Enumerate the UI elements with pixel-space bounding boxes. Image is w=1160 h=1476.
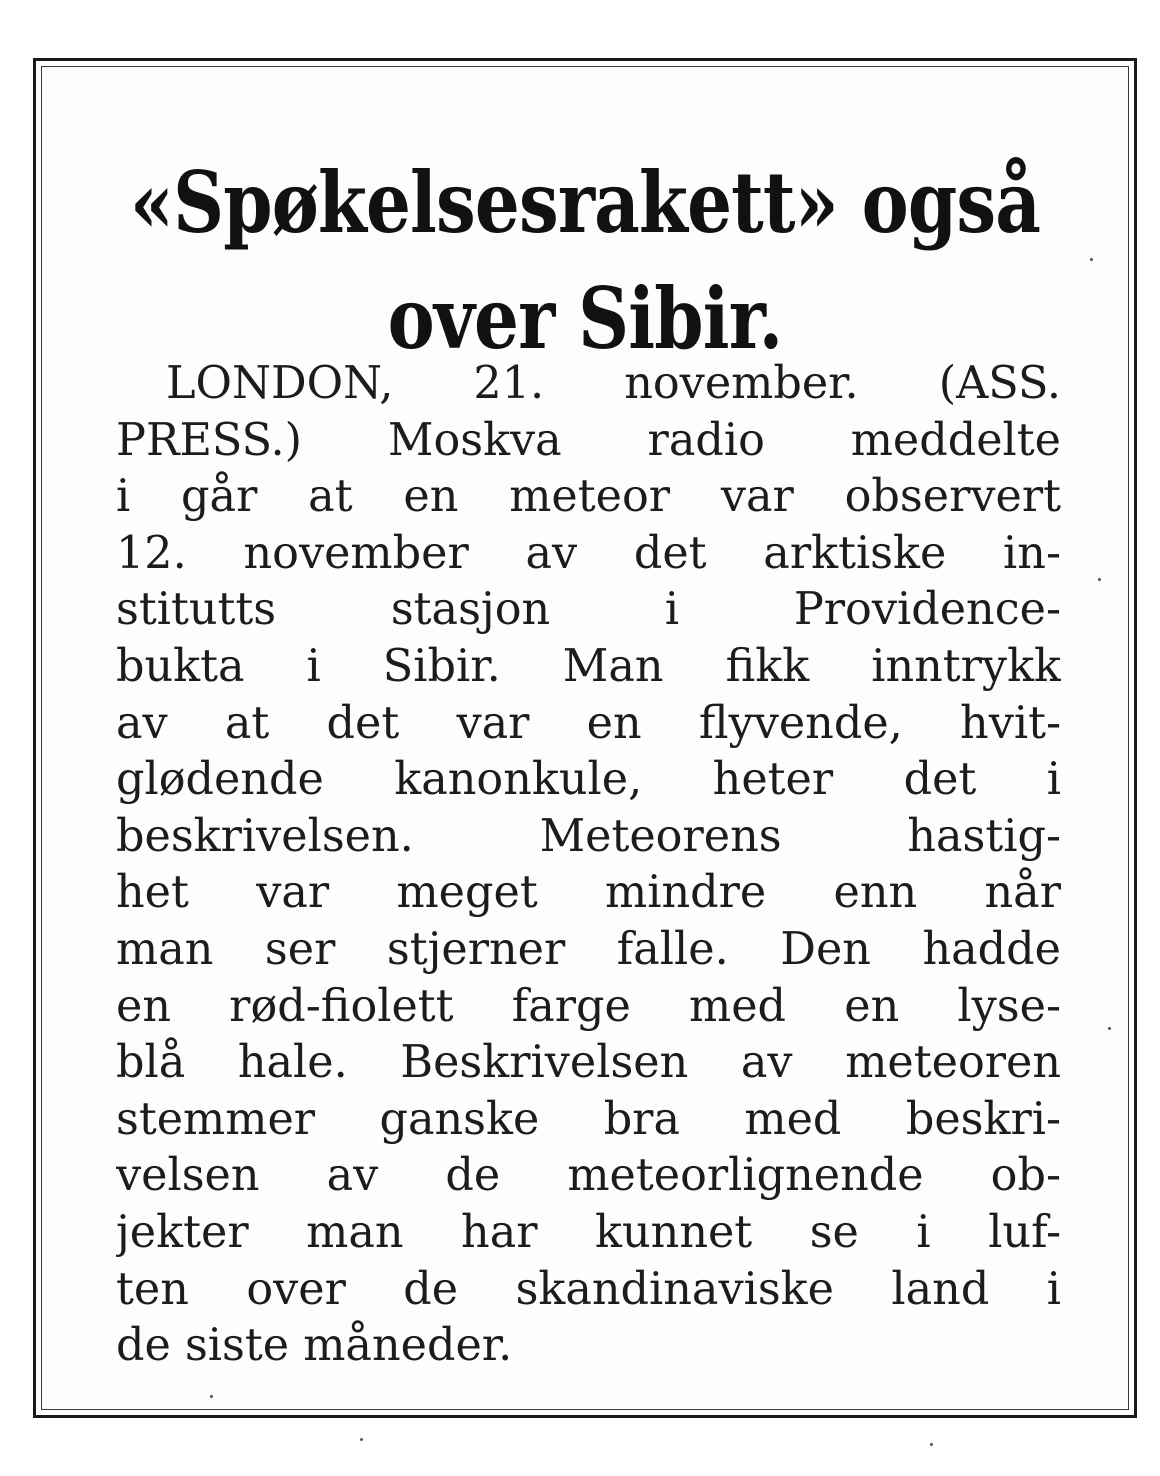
- body-line: beskrivelsen. Meteorens hastig-: [116, 810, 1061, 862]
- body-line: av at det var en flyvende, hvit-: [116, 697, 1061, 749]
- headline-line-2: over Sibir.: [387, 269, 783, 368]
- body-line: en rød-fiolett farge med en lyse-: [116, 980, 1061, 1032]
- scan-speck: [930, 1443, 933, 1446]
- body-line: stitutts stasjon i Providence-: [116, 584, 1061, 636]
- body-line: de siste måneder.: [116, 1320, 513, 1372]
- body-line: i går at en meteor var observert: [116, 471, 1061, 523]
- body-line: bukta i Sibir. Man fikk inntrykk: [116, 640, 1061, 692]
- body-line: 12. november av det arktiske in-: [116, 527, 1061, 579]
- headline: [124, 145, 1046, 377]
- body-line: blå hale. Beskrivelsen av meteoren: [116, 1037, 1061, 1089]
- body-line: LONDON, 21. november. (ASS.: [166, 358, 1061, 409]
- body-line: stemmer ganske bra med beskri-: [116, 1093, 1061, 1145]
- scan-speck: [210, 1395, 213, 1398]
- body-line: velsen av de meteorlignende ob-: [116, 1150, 1061, 1202]
- scan-speck: [1108, 1027, 1111, 1030]
- scan-speck: [1098, 578, 1101, 581]
- scan-speck: [1090, 258, 1093, 261]
- scan-speck: [360, 1438, 363, 1441]
- headline-line-1: «Spøkelsesrakett» også: [129, 153, 1041, 252]
- body-line: PRESS.) Moskva radio meddelte: [116, 414, 1061, 466]
- body-line: het var meget mindre enn når: [116, 867, 1061, 919]
- body-line: ten over de skandinaviske land i: [116, 1263, 1061, 1315]
- body-line: jekter man har kunnet se i luf-: [116, 1206, 1061, 1258]
- body-line: man ser stjerner falle. Den hadde: [116, 923, 1061, 975]
- newspaper-clipping: [33, 58, 1137, 1418]
- body-line: glødende kanonkule, heter det i: [116, 754, 1061, 806]
- article-body: [116, 356, 1061, 1375]
